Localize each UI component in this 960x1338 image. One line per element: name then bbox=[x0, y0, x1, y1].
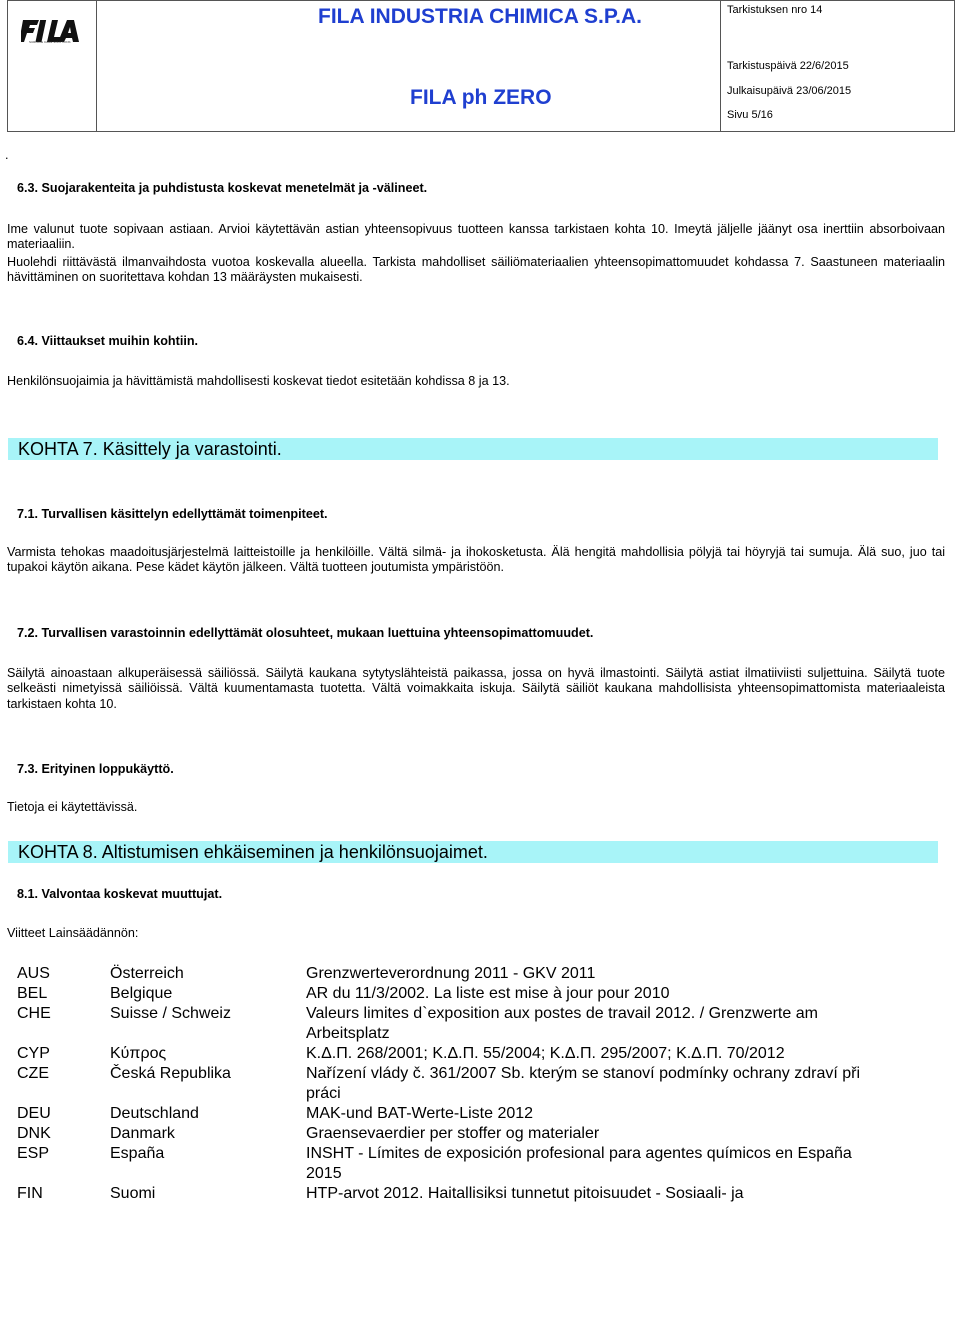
product-name: FILA ph ZERO bbox=[410, 86, 552, 109]
stray-dot: . bbox=[5, 148, 9, 162]
table-row bbox=[10, 1064, 866, 1104]
legislation-label: Viitteet Lainsäädännön: bbox=[7, 926, 139, 940]
legislation-text: Κ.Δ.Π. 268/2001; Κ.Δ.Π. 55/2004; Κ.Δ.Π. 295/2007; Κ.Δ.Π. 70/2012 bbox=[306, 1045, 785, 1062]
country-name: Česká Republika bbox=[110, 1065, 231, 1082]
table-row bbox=[10, 1184, 866, 1204]
table-row bbox=[10, 1004, 866, 1044]
legislation-text: MAK-und BAT-Werte-Liste 2012 bbox=[306, 1105, 534, 1122]
country-name: Suomi bbox=[110, 1185, 156, 1202]
country-code: AUS bbox=[17, 965, 50, 982]
paragraph-7-2: Säilytä ainoastaan alkuperäisessä säiliössä. Säilytä kaukana sytytyslähteistä paikassa, jossa on hyvä ilmastointi. Säilytä astiat ilmatiiviisti suljettuina. Säilytä tuote selkeästi nimetyissä säiliöissä. Vältä kuumentamasta tuotetta. Vältä voimakkaita iskuja. Säilytä säiliöt kaukana mahdollisista yhteensopimattomista materiaaleista tarkistaen kohta 10. bbox=[7, 666, 945, 711]
page-number: Sivu 5/16 bbox=[727, 109, 773, 121]
country-code: BEL bbox=[17, 985, 48, 1002]
country-code: CHE bbox=[17, 1005, 51, 1022]
legislation-text: Graensevaerdier per stoffer og materialer bbox=[306, 1125, 600, 1142]
heading-7-1: 7.1. Turvallisen käsittelyn edellyttämät toimenpiteet. bbox=[17, 507, 328, 521]
heading-6-4: 6.4. Viittaukset muihin kohtiin. bbox=[17, 334, 199, 348]
country-code: FIN bbox=[17, 1185, 43, 1202]
heading-7-2: 7.2. Turvallisen varastoinnin edellyttämät olosuhteet, mukaan luettuina yhteensopimattomuudet. bbox=[17, 626, 594, 640]
paragraph-7-1: Varmista tehokas maadoitusjärjestelmä laitteistoille ja henkilöille. Vältä silmä- ja ihokosketusta. Älä hengitä mahdollisia pölyjä tai höyryjä tai sumuja. Älä suo, juo tai tupakoi käytön aikana. Pese kädet käytön jälkeen. Vältä tuotteen joutumista ympäristöön. bbox=[7, 545, 945, 575]
country-name: Deutschland bbox=[110, 1105, 199, 1122]
logo-cell bbox=[7, 0, 97, 132]
legislation-text: Valeurs limites d`exposition aux postes de travail 2012. / Grenzwerte am Arbeitsplatz bbox=[306, 1005, 818, 1042]
country-code: ESP bbox=[17, 1145, 50, 1162]
paragraph-6-3-a: Ime valunut tuote sopivaan astiaan. Arvioi käytettävän astian yhteensopivuus tuotteen kanssa tarkistaen kohta 10. Imeytä jäljelle jäänyt osa inerttiin absorboivaan materiaaliin. bbox=[7, 222, 945, 252]
country-name: Belgique bbox=[110, 985, 173, 1002]
country-name: Österreich bbox=[110, 965, 184, 982]
heading-8-1: 8.1. Valvontaa koskevat muuttujat. bbox=[17, 887, 223, 901]
section-7-bar bbox=[8, 438, 938, 460]
section-7-title: KOHTA 7. Käsittely ja varastointi. bbox=[18, 439, 282, 459]
legislation-text: Nařízení vlády č. 361/2007 Sb. kterým se stanoví podmínky ochrany zdraví při práci bbox=[306, 1065, 861, 1102]
paragraph-6-3-b: Huolehdi riittävästä ilmanvaihdosta vuotoa koskevalla alueella. Tarkista mahdolliset säiliömateriaalien yhteensopimattomuudet kohdassa 7. Saastuneen materiaalin hävittäminen on suoritettava kohdan 13 määräysten mukaisesti. bbox=[7, 255, 945, 285]
country-name: Danmark bbox=[110, 1125, 175, 1142]
country-code: DNK bbox=[17, 1125, 51, 1142]
section-8-bar bbox=[8, 841, 938, 863]
country-code: DEU bbox=[17, 1105, 51, 1122]
table-row bbox=[10, 984, 866, 1004]
legislation-text: AR du 11/3/2002. La liste est mise à jour pour 2010 bbox=[306, 985, 670, 1002]
table-row bbox=[10, 1124, 866, 1144]
table-row bbox=[10, 1104, 866, 1124]
paragraph-7-3: Tietoja ei käytettävissä. bbox=[7, 800, 138, 814]
table-row bbox=[10, 964, 866, 984]
logo-subtitle: SURFACE CARE SOLUTIONS bbox=[29, 40, 71, 44]
legislation-table bbox=[10, 964, 866, 1204]
heading-7-3: 7.3. Erityinen loppukäyttö. bbox=[17, 762, 174, 776]
country-name: España bbox=[110, 1145, 165, 1162]
revision-number: Tarkistuksen nro 14 bbox=[727, 4, 823, 16]
paragraph-6-4: Henkilönsuojaimia ja hävittämistä mahdollisesti koskevat tiedot esitetään kohdissa 8 ja 13. bbox=[7, 374, 510, 388]
publication-date: Julkaisupäivä 23/06/2015 bbox=[727, 85, 852, 97]
legislation-text: INSHT - Límites de exposición profesional para agentes químicos en España 2015 bbox=[306, 1145, 852, 1182]
legislation-text: Grenzwerteverordnung 2011 - GKV 2011 bbox=[306, 965, 596, 982]
country-code: CYP bbox=[17, 1045, 50, 1062]
table-row bbox=[10, 1144, 866, 1184]
company-name: FILA INDUSTRIA CHIMICA S.P.A. bbox=[318, 5, 642, 28]
table-row bbox=[10, 1044, 866, 1064]
heading-6-3: 6.3. Suojarakenteita ja puhdistusta koskevat menetelmät ja -välineet. bbox=[17, 181, 428, 195]
country-name: Κύπρος bbox=[110, 1045, 167, 1062]
section-8-title: KOHTA 8. Altistumisen ehkäiseminen ja henkilönsuojaimet. bbox=[18, 842, 488, 862]
country-name: Suisse / Schweiz bbox=[110, 1005, 231, 1022]
country-code: CZE bbox=[17, 1065, 49, 1082]
revision-date: Tarkistuspäivä 22/6/2015 bbox=[727, 60, 849, 72]
legislation-text: HTP-arvot 2012. Haitallisiksi tunnetut pitoisuudet - Sosiaali- ja bbox=[306, 1185, 744, 1202]
